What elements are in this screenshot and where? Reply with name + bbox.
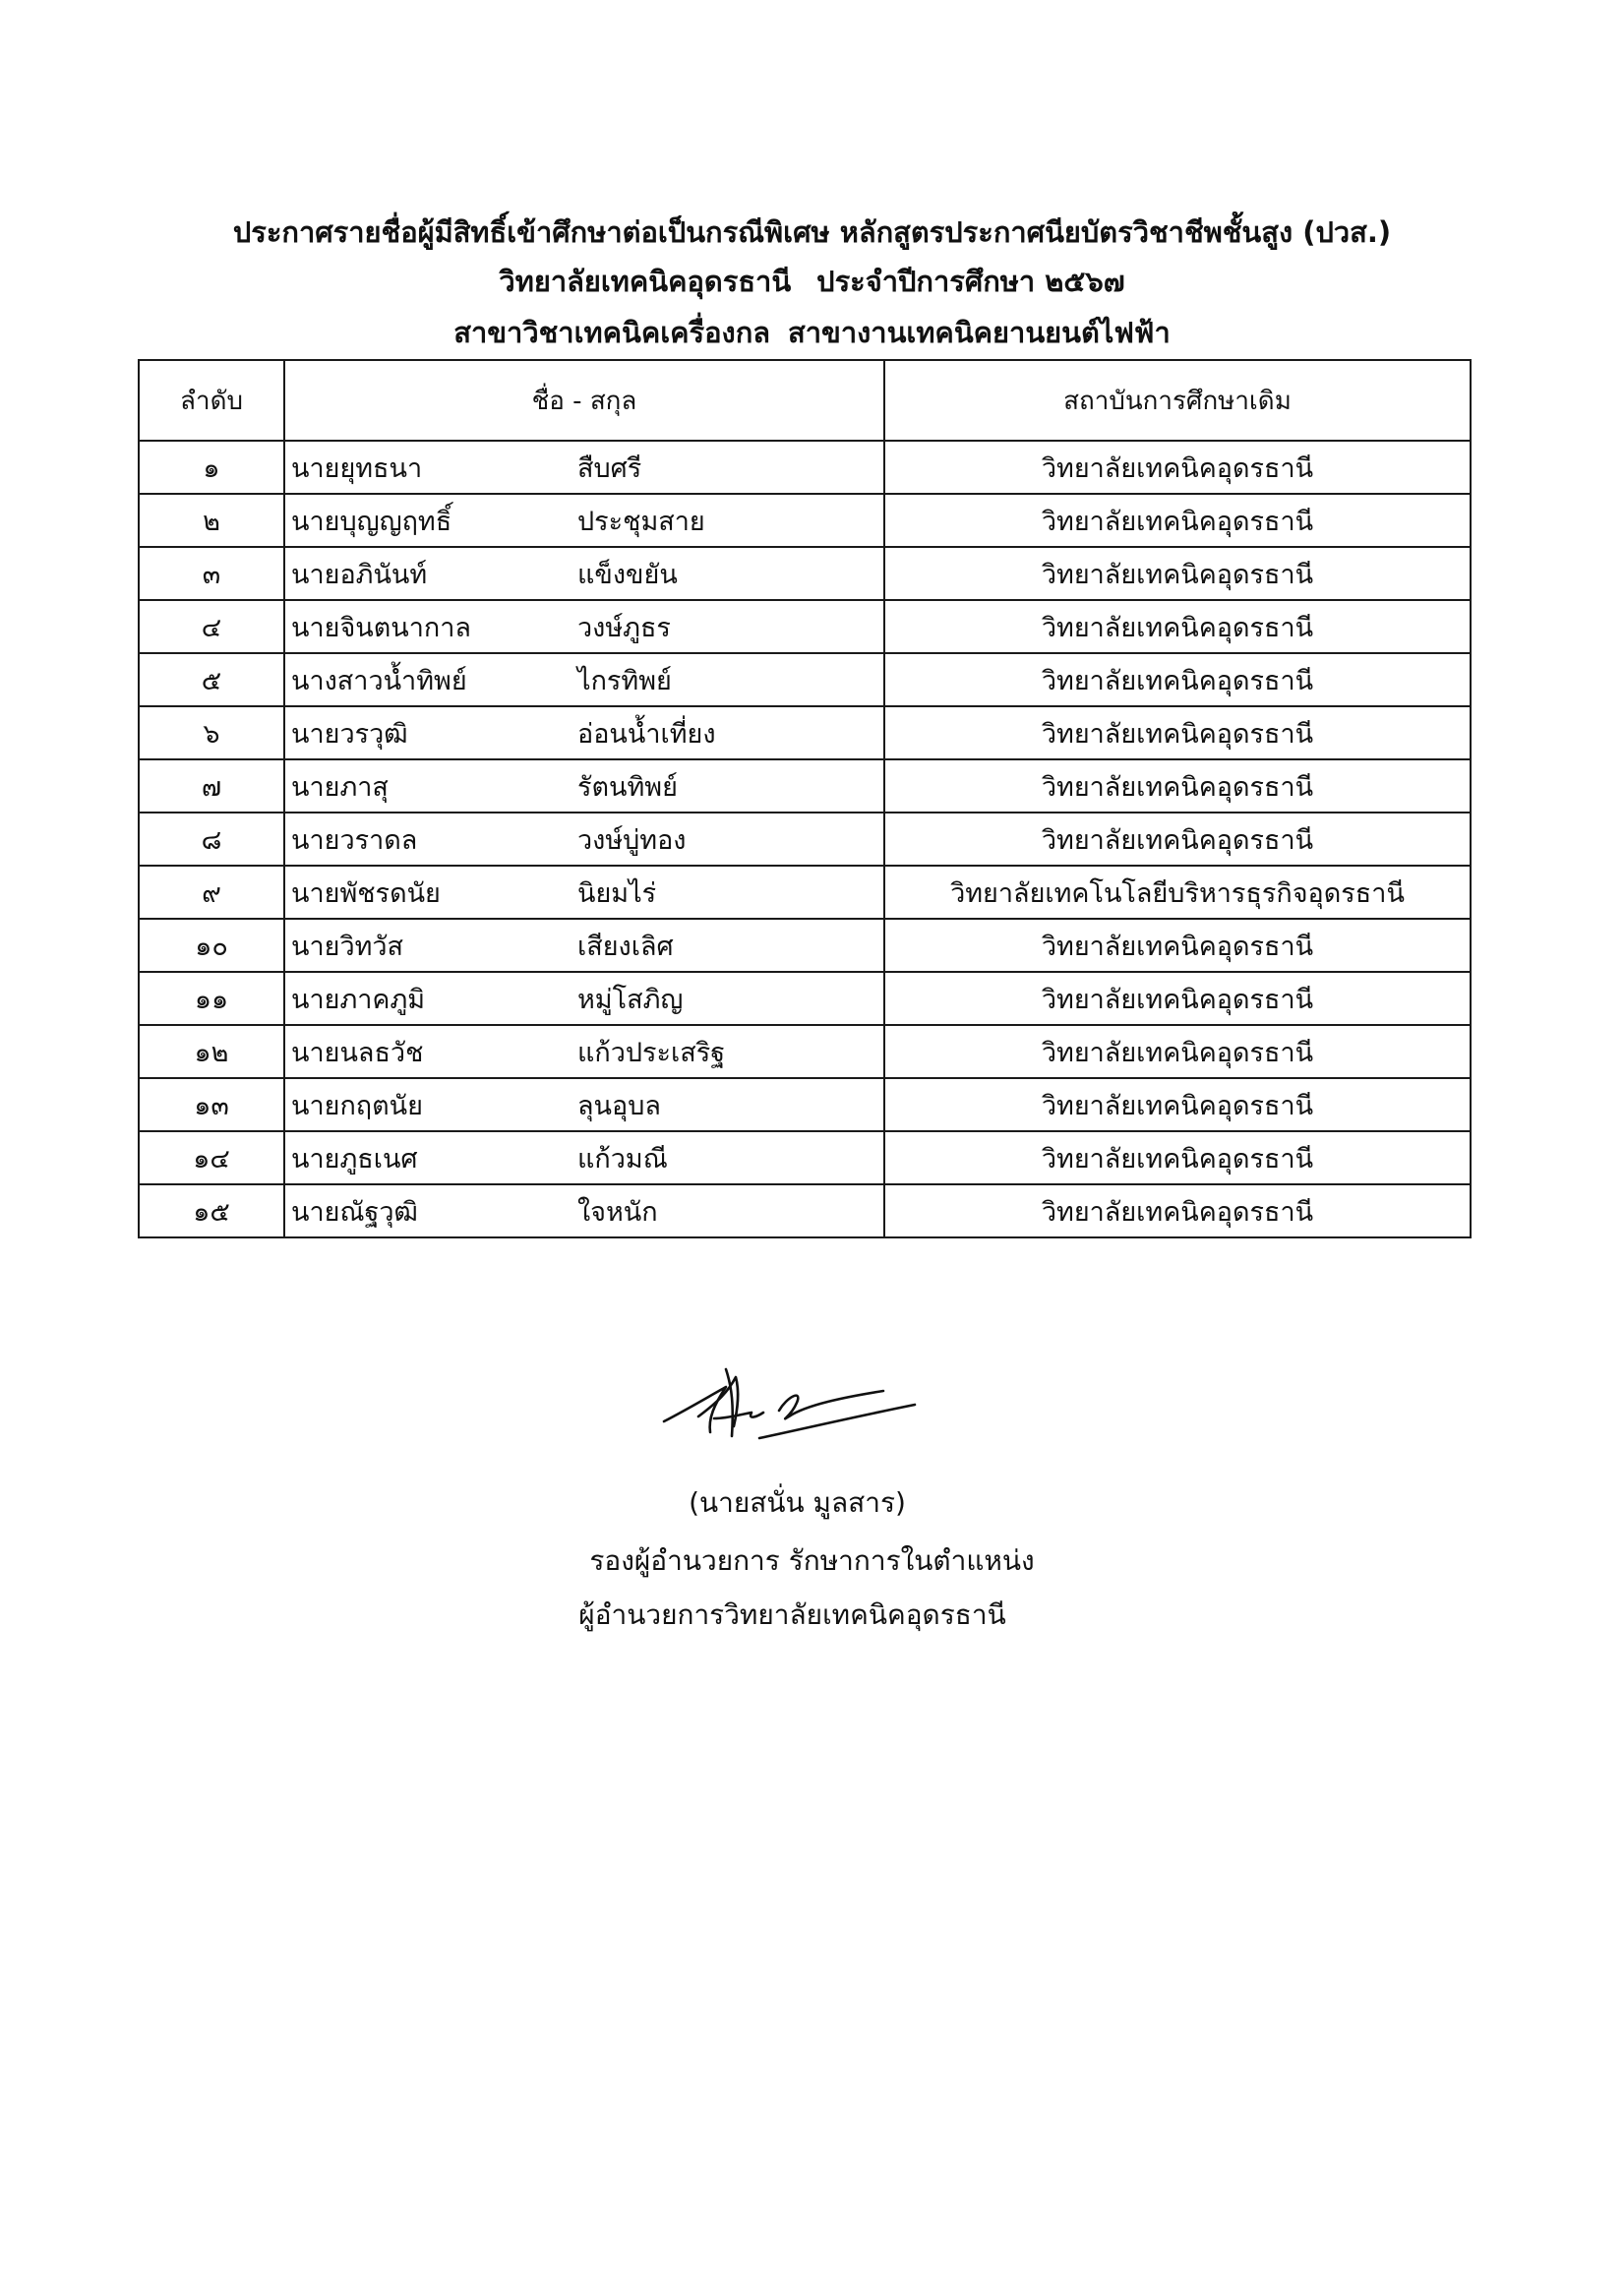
header-no: ลำดับ	[139, 360, 284, 441]
first-name: นายนลธวัช	[291, 1037, 424, 1068]
first-name: นายบุญญฤทธิ์	[291, 506, 452, 537]
table-body	[139, 441, 1471, 1237]
table-row	[139, 706, 1471, 759]
previous-institution: วิทยาลัยเทคนิคอุดรธานี	[884, 972, 1471, 1025]
table-row	[139, 919, 1471, 972]
previous-institution: วิทยาลัยเทคนิคอุดรธานี	[884, 813, 1471, 866]
first-name: นายกฤตนัย	[291, 1090, 423, 1121]
previous-institution: วิทยาลัยเทคนิคอุดรธานี	[884, 1078, 1471, 1131]
first-name: นายภาสุ	[291, 771, 389, 803]
last-name: สืบศรี	[577, 452, 642, 484]
row-number: ๙	[139, 866, 284, 919]
previous-institution: วิทยาลัยเทคนิคอุดรธานี	[884, 1025, 1471, 1078]
table-row	[139, 972, 1471, 1025]
last-name: ลุนอุบล	[577, 1090, 661, 1121]
row-number: ๑	[139, 441, 284, 494]
announcement-title	[0, 212, 1624, 252]
table-row	[139, 1131, 1471, 1184]
table-row	[139, 1078, 1471, 1131]
previous-institution: วิทยาลัยเทคนิคอุดรธานี	[884, 600, 1471, 653]
row-number: ๒	[139, 494, 284, 547]
last-name: อ่อนน้ำเที่ยง	[577, 718, 716, 750]
first-name: นายวรวุฒิ	[291, 718, 408, 750]
student-name-cell	[284, 813, 884, 866]
last-name: หมู่โสภิญ	[577, 984, 684, 1015]
row-number: ๑๕	[139, 1184, 284, 1237]
header-name: ชื่อ - สกุล	[284, 360, 884, 441]
last-name: เสียงเลิศ	[577, 931, 674, 962]
row-number: ๘	[139, 813, 284, 866]
student-name-cell	[284, 759, 884, 813]
first-name: นายณัฐวุฒิ	[291, 1196, 418, 1228]
previous-institution: วิทยาลัยเทคนิคอุดรธานี	[884, 494, 1471, 547]
signatory-name: (นายสนั่น มูลสาร)	[689, 1486, 906, 1519]
last-name: แก้วประเสริฐ	[577, 1037, 726, 1068]
student-name-cell	[284, 1078, 884, 1131]
table-row	[139, 1184, 1471, 1237]
table-row	[139, 494, 1471, 547]
first-name: นายพัชรดนัย	[291, 877, 441, 909]
first-name: นายวิทวัส	[291, 931, 404, 962]
title-line: ประกาศรายชื่อผู้มีสิทธิ์เข้าศึกษาต่อเป็นกรณีพิเศษ หลักสูตรประกาศนียบัตรวิชาชีพชั้นสูง (ปวส.)	[232, 215, 1392, 249]
table-row	[139, 866, 1471, 919]
last-name: วงษ์บู่ทอง	[577, 824, 687, 856]
student-name-cell	[284, 706, 884, 759]
last-name: ประชุมสาย	[577, 506, 705, 537]
signatory-position: รองผู้อำนวยการ รักษาการในตำแหน่ง	[589, 1544, 1035, 1577]
row-number: ๖	[139, 706, 284, 759]
table-row	[139, 547, 1471, 600]
first-name: นายภาคภูมิ	[291, 984, 426, 1015]
row-number: ๕	[139, 653, 284, 706]
table-header-row	[139, 360, 1471, 441]
row-number: ๑๔	[139, 1131, 284, 1184]
row-number: ๓	[139, 547, 284, 600]
student-name-cell	[284, 1025, 884, 1078]
student-name-cell	[284, 866, 884, 919]
row-number: ๑๑	[139, 972, 284, 1025]
table-row	[139, 441, 1471, 494]
first-name: นายยุทธนา	[291, 452, 423, 484]
student-name-cell	[284, 1184, 884, 1237]
last-name: วงษ์ภูธร	[577, 612, 671, 643]
previous-institution: วิทยาลัยเทคนิคอุดรธานี	[884, 1131, 1471, 1184]
first-name: นายอภินันท์	[291, 559, 428, 590]
department-name: สาขาวิชาเทคนิคเครื่องกล	[453, 316, 771, 349]
previous-institution: วิทยาลัยเทคนิคอุดรธานี	[884, 919, 1471, 972]
student-name-cell	[284, 494, 884, 547]
last-name: ใจหนัก	[577, 1196, 658, 1228]
previous-institution: วิทยาลัยเทคโนโลยีบริหารธุรกิจอุดรธานี	[884, 866, 1471, 919]
previous-institution: วิทยาลัยเทคนิคอุดรธานี	[884, 653, 1471, 706]
first-name: นางสาวน้ำทิพย์	[291, 665, 467, 696]
last-name: นิยมไร่	[577, 877, 657, 909]
major-name: สาขางานเทคนิคยานยนต์ไฟฟ้า	[788, 316, 1171, 349]
academic-year: ประจำปีการศึกษา ๒๕๖๗	[816, 265, 1125, 298]
row-number: ๑๐	[139, 919, 284, 972]
previous-institution: วิทยาลัยเทคนิคอุดรธานี	[884, 1184, 1471, 1237]
student-name-cell	[284, 600, 884, 653]
student-name-cell	[284, 653, 884, 706]
last-name: แก้วมณี	[577, 1143, 668, 1175]
department-line	[0, 313, 1624, 352]
college-name: วิทยาลัยเทคนิคอุดรธานี	[499, 265, 792, 298]
first-name: นายภูธเนศ	[291, 1143, 418, 1175]
student-name-cell	[284, 441, 884, 494]
previous-institution: วิทยาลัยเทคนิคอุดรธานี	[884, 547, 1471, 600]
announcement-subtitle	[0, 262, 1624, 301]
table-row	[139, 1025, 1471, 1078]
row-number: ๑๒	[139, 1025, 284, 1078]
previous-institution: วิทยาลัยเทคนิคอุดรธานี	[884, 706, 1471, 759]
last-name: แข็งขยัน	[577, 559, 678, 590]
row-number: ๗	[139, 759, 284, 813]
student-roster-table	[138, 359, 1472, 1238]
last-name: ไกรทิพย์	[577, 665, 672, 696]
student-name-cell	[284, 972, 884, 1025]
previous-institution: วิทยาลัยเทคนิคอุดรธานี	[884, 759, 1471, 813]
signature-image	[649, 1348, 925, 1466]
row-number: ๑๓	[139, 1078, 284, 1131]
header-institution: สถาบันการศึกษาเดิม	[884, 360, 1471, 441]
first-name: นายวราดล	[291, 824, 418, 856]
student-name-cell	[284, 919, 884, 972]
signatory-title: ผู้อำนวยการวิทยาลัยเทคนิคอุดรธานี	[578, 1598, 1006, 1631]
student-name-cell	[284, 547, 884, 600]
last-name: รัตนทิพย์	[577, 771, 678, 803]
student-name-cell	[284, 1131, 884, 1184]
table-row	[139, 813, 1471, 866]
table-row	[139, 600, 1471, 653]
table-row	[139, 653, 1471, 706]
table-row	[139, 759, 1471, 813]
row-number: ๔	[139, 600, 284, 653]
previous-institution: วิทยาลัยเทคนิคอุดรธานี	[884, 441, 1471, 494]
first-name: นายจินตนากาล	[291, 612, 471, 643]
